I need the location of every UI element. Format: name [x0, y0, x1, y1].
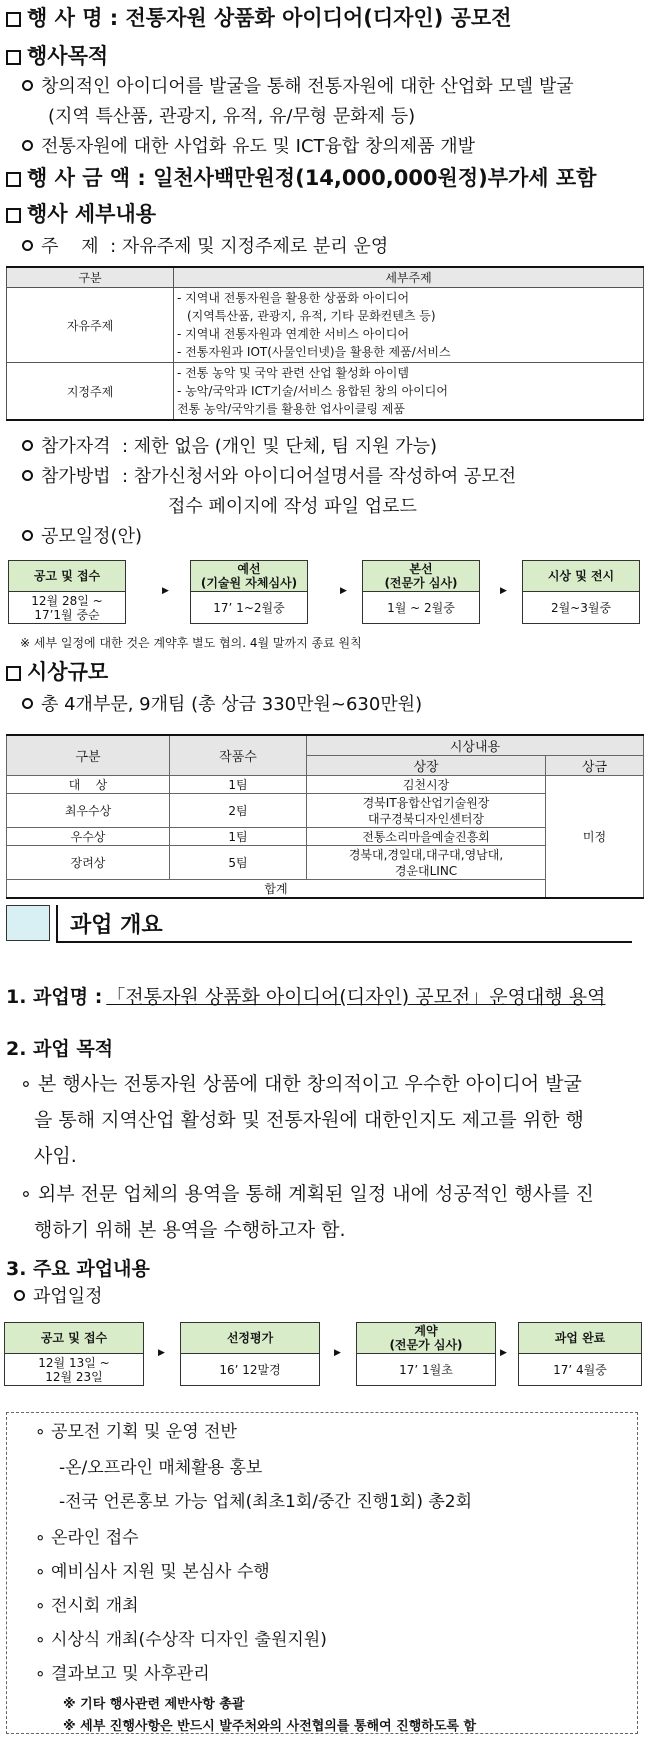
- flow1-step-4: [522, 560, 640, 624]
- flow2-step-2: [180, 1322, 320, 1386]
- sec3-sub: [14, 1286, 103, 1308]
- flow2-step-3: [356, 1322, 496, 1386]
- amount-heading: [6, 166, 596, 190]
- task-note-2: ※ 세부 진행사항은 반드시 발주처와의 사전협의를 통해여 진행하도록 함: [63, 1719, 477, 1734]
- method-line-2: 접수 페이지에 작성 파일 업로드: [168, 496, 417, 517]
- theme-text: 주 제 : 자유주제 및 지정주제로 분리 운영: [41, 236, 389, 257]
- circle-bullet-icon: [22, 440, 33, 451]
- theme-line: [22, 236, 388, 258]
- flow1-step-3: [362, 560, 480, 624]
- step-head: 과업 완료: [519, 1323, 641, 1354]
- circle-bullet-icon: [14, 1290, 25, 1301]
- arrow-right-icon: ▶: [334, 1348, 341, 1358]
- task-5: ∘ 시상식 개최(수상작 디자인 출원지원): [35, 1630, 327, 1650]
- overview-underline: [56, 941, 632, 943]
- task-4: ∘ 전시회 개최: [35, 1596, 139, 1616]
- task-2: ∘ 온라인 접수: [35, 1528, 139, 1548]
- awards-header-prize: 상장: [307, 756, 546, 776]
- flow1-step-2: [190, 560, 308, 624]
- task-1a: -온/오프라인 매체활용 홍보: [59, 1458, 263, 1478]
- detail-line: - 지역내 전통자원과 연계한 서비스 아이디어: [177, 327, 410, 341]
- step-body: 2월~3월중: [550, 601, 612, 615]
- step-head: 본선 (전문가 심사): [363, 561, 479, 592]
- step-body: 1월 ~ 2월중: [387, 601, 455, 615]
- circle-bullet-icon: [22, 140, 33, 151]
- award-prize: 경북IT융합산업기술원장 대구경북디자인센터장: [307, 794, 546, 828]
- award-count: 2팀: [170, 794, 307, 828]
- task-1: ∘ 공모전 기획 및 운영 전반: [35, 1422, 237, 1442]
- sec3-label: 3. 주요 과업내용: [6, 1258, 150, 1280]
- step-body: 17’ 1월초: [399, 1363, 453, 1377]
- theme-table-header-detail: 세부주제: [174, 267, 644, 288]
- award-kind: 장려상: [7, 846, 170, 880]
- detail-line: - 지역내 전통자원을 활용한 상품화 아이디어: [177, 291, 410, 305]
- checkbox-square-icon: [6, 172, 21, 187]
- step-head: 시상 및 전시: [523, 561, 639, 592]
- checkbox-square-icon: [6, 12, 21, 27]
- flow2-step-4: [518, 1322, 642, 1386]
- event-name-heading: [6, 6, 512, 30]
- flow1-step-1: [8, 560, 126, 624]
- arrow-right-icon: ▶: [500, 586, 507, 596]
- qualify-text: 참가자격 : 제한 없음 (개인 및 단체, 팀 지원 가능): [41, 436, 438, 457]
- amount-text: 행 사 금 액 : 일천사백만원정(14,000,000원정)부가세 포함: [27, 166, 597, 190]
- purpose-item-1: [22, 76, 574, 98]
- arrow-right-icon: ▶: [158, 1348, 165, 1358]
- step-body: 17’ 1~2월중: [213, 601, 285, 615]
- detail-line: - 농악/국악과 ICT기술/서비스 융합된 창의 아이디어: [177, 384, 448, 398]
- circle-bullet-icon: [22, 530, 33, 541]
- sec1-label: 1. 과업명 :: [6, 986, 103, 1008]
- sec2-p1a: ∘ 본 행사는 전통자원 상품에 대한 창의적이고 우수한 아이디어 발굴: [20, 1073, 582, 1095]
- circle-bullet-icon: [22, 80, 33, 91]
- awards-table: [6, 734, 644, 899]
- awards-heading: [6, 660, 108, 684]
- tasks-box: [6, 1412, 638, 1734]
- task-6: ∘ 결과보고 및 사후관리: [35, 1664, 210, 1684]
- sec3-sub-text: 과업일정: [33, 1286, 103, 1307]
- step-head: 공고 및 접수: [5, 1323, 143, 1354]
- award-count: 1팀: [170, 828, 307, 846]
- awards-summary: [22, 694, 422, 716]
- sec2-p2a: ∘ 외부 전문 업체의 용역을 통해 계획된 일정 내에 성공적인 행사를 진: [20, 1183, 594, 1205]
- step-head: 공고 및 접수: [9, 561, 125, 592]
- overview-title: 과업 개요: [70, 913, 163, 938]
- award-money: 미정: [546, 776, 644, 899]
- event-name-text: 행 사 명 : 전통자원 상품화 아이디어(디자인) 공모전: [27, 6, 512, 30]
- method-text: 참가방법 : 참가신청서와 아이디어설명서를 작성하여 공모전: [41, 466, 517, 487]
- theme-table: [6, 266, 644, 421]
- award-kind: 최우수상: [7, 794, 170, 828]
- purpose-item-1-sub: (지역 특산품, 관광지, 유적, 유/무형 문화제 등): [48, 106, 416, 127]
- sec2-p1c: 사임.: [34, 1145, 77, 1167]
- detail-line: 전통 농악/국악기를 활용한 업사이클링 제품: [177, 402, 405, 416]
- task-note-1: ※ 기타 행사관련 제반사항 총괄: [63, 1697, 245, 1712]
- sec2-p2b: 행하기 위해 본 용역을 수행하고자 함.: [34, 1219, 346, 1241]
- details-title: 행사 세부내용: [27, 202, 157, 226]
- awards-header-content: 시상내용: [307, 735, 644, 756]
- flow2-step-1: [4, 1322, 144, 1386]
- step-head: 예선 (기술원 자체심사): [191, 561, 307, 592]
- step-body: 16’ 12말경: [219, 1363, 281, 1377]
- award-prize: 경북대,경일대,대구대,영남대, 경운대LINC: [307, 846, 546, 880]
- award-kind: 대 상: [7, 776, 170, 794]
- fixed-theme-details: [174, 363, 644, 421]
- award-total: 합계: [7, 880, 546, 899]
- arrow-right-icon: ▶: [500, 1348, 507, 1358]
- detail-line: - 전통자원과 IOT(사물인터넷)을 활용한 제품/서비스: [177, 345, 451, 359]
- step-body: 12월 28일 ~ 17’1월 중순: [31, 594, 103, 622]
- award-prize: 김천시장: [307, 776, 546, 794]
- sec1: [6, 982, 605, 1009]
- awards-header-count: 작품수: [170, 735, 307, 776]
- award-count: 5팀: [170, 846, 307, 880]
- circle-bullet-icon: [22, 698, 33, 709]
- arrow-right-icon: ▶: [340, 586, 347, 596]
- detail-line: (지역특산품, 관광지, 유적, 기타 문화컨텐츠 등): [187, 309, 436, 323]
- award-kind: 우수상: [7, 828, 170, 846]
- step-head: 선정평가: [181, 1323, 319, 1354]
- free-theme-label: 자유주제: [7, 288, 174, 363]
- awards-header-kind: 구분: [7, 735, 170, 776]
- checkbox-square-icon: [6, 666, 21, 681]
- circle-bullet-icon: [22, 240, 33, 251]
- detail-line: - 전통 농악 및 국악 관련 산업 활성화 아이템: [177, 366, 409, 380]
- purpose-title: 행사목적: [27, 44, 109, 68]
- task-1b: -전국 언론홍보 가능 업체(최초1회/중간 진행1회) 총2회: [59, 1492, 473, 1512]
- method-line: [22, 466, 516, 488]
- flow1-note: ※ 세부 일정에 대한 것은 계약후 별도 협의. 4월 말까지 종료 원칙: [20, 636, 362, 650]
- qualify-line: [22, 436, 437, 458]
- task-3: ∘ 예비심사 지원 및 본심사 수행: [35, 1562, 270, 1582]
- circle-bullet-icon: [22, 470, 33, 481]
- step-body: 12월 13일 ~ 12월 23일: [38, 1356, 110, 1384]
- schedule-text: 공모일정(안): [41, 526, 142, 547]
- arrow-right-icon: ▶: [162, 586, 169, 596]
- theme-table-header-kind: 구분: [7, 267, 174, 288]
- purpose-heading: [6, 44, 108, 68]
- award-count: 1팀: [170, 776, 307, 794]
- award-prize: 전통소리마을예술진흥회: [307, 828, 546, 846]
- purpose-item-2-text: 전통자원에 대한 사업화 유도 및 ICT융합 창의제품 개발: [41, 136, 476, 157]
- schedule-line: [22, 526, 142, 548]
- fixed-theme-label: 지정주제: [7, 363, 174, 421]
- free-theme-details: [174, 288, 644, 363]
- overview-marker: [6, 905, 50, 941]
- checkbox-square-icon: [6, 208, 21, 223]
- step-body: 17’ 4월중: [553, 1363, 607, 1377]
- checkbox-square-icon: [6, 50, 21, 65]
- awards-summary-text: 총 4개부문, 9개팀 (총 상금 330만원~630만원): [41, 694, 423, 715]
- purpose-item-2: [22, 136, 475, 158]
- sec2-p1b: 을 통해 지역산업 활성화 및 전통자원에 대한인지도 제고를 위한 행: [34, 1109, 584, 1131]
- sec1-value: 「전통자원 상품화 아이디어(디자인) 공모전」운영대행 용역: [106, 986, 606, 1008]
- awards-header-money: 상금: [546, 756, 644, 776]
- purpose-item-1-text: 창의적인 아이디어를 발굴을 통해 전통자원에 대한 산업화 모델 발굴: [41, 76, 574, 97]
- sec2-label: 2. 과업 목적: [6, 1038, 114, 1060]
- awards-title: 시상규모: [27, 660, 109, 684]
- step-head: 계약 (전문가 심사): [357, 1323, 495, 1354]
- details-heading: [6, 202, 156, 226]
- overview-divider: [56, 905, 58, 941]
